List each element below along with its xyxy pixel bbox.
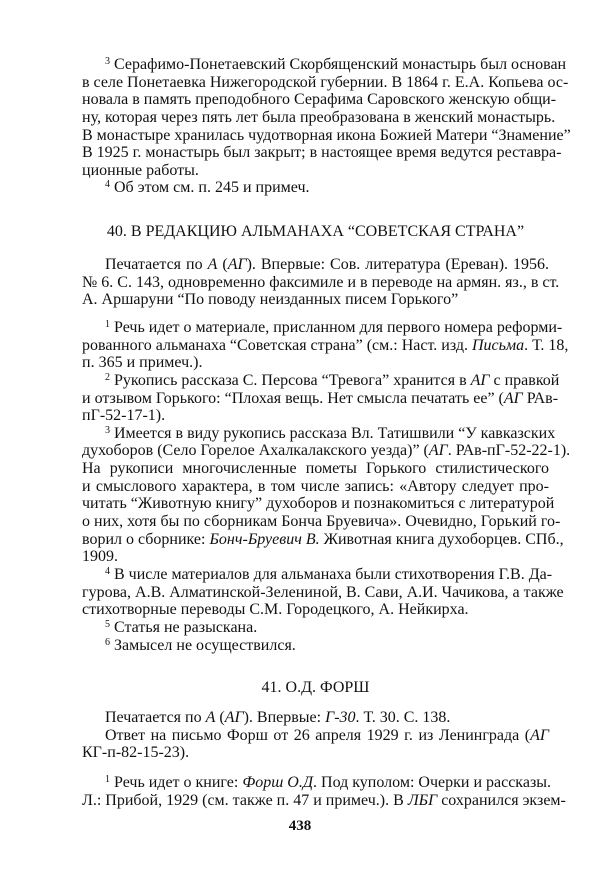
text-run: сохранился экзем- — [437, 791, 566, 809]
text-line — [82, 162, 549, 180]
italic-text: АГ — [530, 726, 549, 744]
footnotes-letter-41 — [82, 774, 566, 809]
text-run: ). Впервые: — [243, 709, 326, 726]
footnotes-letter-39 — [82, 56, 571, 197]
text-run: Рукопись рассказа С. Персова “Тревога” хранится в — [110, 371, 471, 389]
text-line — [82, 495, 555, 513]
text-run: . РАв-пГ-52-22-1). — [447, 442, 571, 460]
italic-text: АГ — [470, 371, 490, 389]
text-run: Л.: Прибой, 1929 (см. также п. 47 и примеч.). В — [82, 791, 408, 809]
text-run: РАв- — [522, 389, 559, 407]
text-line — [82, 424, 556, 443]
text-run: п. 365 и примеч.). — [82, 354, 203, 372]
text-run: . Т. 18, — [524, 336, 569, 354]
text-line — [82, 319, 563, 337]
text-run: о них, хотя бы по сборникам Бонча Бруевича». Очевидно, Горький го- — [82, 513, 561, 531]
text-run: ну, которая через пять лет была преобразована в женский монастырь. — [82, 108, 556, 126]
text-line — [82, 565, 553, 584]
text-run: ворил о сборнике: — [82, 530, 210, 548]
footnote-marker: 1 — [105, 774, 110, 785]
source-note-letter-41 — [82, 709, 549, 762]
text-run: Печатается по — [105, 709, 206, 726]
italic-text: А — [205, 709, 216, 726]
text-line — [82, 336, 569, 355]
footnote-marker: 3 — [105, 424, 110, 436]
text-run: Серафимо-Понетаевский Скорбященский монастырь был основан — [110, 56, 567, 73]
text-run: с правкой — [489, 371, 560, 389]
text-line — [82, 126, 571, 145]
italic-text: АГ — [503, 389, 523, 407]
text-line — [82, 744, 549, 762]
italic-text: Г-30 — [325, 709, 356, 726]
footnote-marker: 6 — [105, 636, 110, 648]
italic-text: Письма — [471, 336, 525, 354]
source-note-letter-40 — [82, 256, 560, 309]
text-run: гурова, А.В. Алматинской-Зелениной, В. Сави, А.И. Чачикова, а также — [82, 583, 564, 601]
text-line — [82, 791, 566, 810]
text-line — [82, 73, 569, 92]
text-line — [82, 179, 549, 197]
text-run: КГ-п-82-15-23). — [82, 744, 190, 762]
text-run: 1909. — [82, 548, 118, 566]
text-run: и отзывом Горького: “Плохая вещь. Нет смысла печатать ее” ( — [82, 389, 504, 407]
text-line — [82, 727, 549, 745]
text-run: ( — [217, 256, 228, 273]
italic-text: АГ — [224, 709, 244, 726]
text-line — [82, 513, 561, 531]
text-run: Печатается по — [105, 256, 208, 273]
footnote-marker: 5 — [105, 618, 110, 630]
text-run: и смыслового характера, в том числе запись: «Автору следует про- — [82, 477, 549, 495]
text-run: На рукописи многочисленные пометы Горького стилистического — [82, 460, 549, 478]
text-run: Имеется в виду рукопись рассказа Вл. Татишвили “У кавказских — [110, 424, 556, 442]
text-run: № 6. С. 143, одновременно факсимиле и в переводе на армян. яз., в ст. — [82, 273, 560, 291]
text-run: Об этом см. п. 245 и примеч. — [110, 179, 310, 197]
text-run: Статья не разыскана. — [110, 618, 258, 636]
text-line — [82, 601, 549, 619]
italic-text: А — [207, 256, 218, 273]
text-run: пГ-52-17-1). — [82, 407, 166, 425]
text-run: Замысел не осуществился. — [110, 636, 296, 654]
text-run: духоборов (Село Горелое Ахалкалакского уезда)” ( — [82, 442, 429, 460]
italic-text: Бонч-Бруевич В. — [209, 530, 320, 548]
text-line — [82, 91, 557, 109]
text-line — [82, 56, 567, 74]
text-line — [82, 371, 560, 390]
text-run: Речь идет о книге: — [110, 774, 243, 791]
text-run: новала в память преподобного Серафима Саровского женскую общи- — [82, 91, 557, 109]
text-run: Животная книга духоборцев. СПб., — [319, 530, 564, 548]
text-line — [82, 256, 549, 274]
text-line — [82, 389, 559, 408]
italic-text: Форш О.Д — [242, 774, 314, 791]
text-run: рованного альманаха “Советская страна” (см.: Наст. изд. — [82, 336, 472, 354]
text-run: А. Аршаруни “По поводу неизданных писем Горького” — [82, 291, 459, 309]
text-line — [82, 619, 549, 637]
text-line — [82, 548, 549, 566]
text-line — [82, 354, 549, 372]
italic-text: ЛБГ — [407, 791, 438, 809]
text-line — [82, 273, 560, 292]
text-run: В 1925 г. монастырь был закрыт; в настоящее время ведутся реставра- — [82, 144, 562, 162]
footnotes-letter-40 — [82, 319, 571, 654]
text-run: в селе Понетаевка Нижегородской губернии. В 1864 г. Е.А. Копьева ос- — [82, 73, 569, 91]
text-run: стихотворные переводы С.М. Городецкого, А. Нейкирха. — [82, 601, 469, 619]
footnote-marker: 4 — [105, 565, 110, 577]
text-line — [82, 460, 549, 478]
text-run: ). Впервые: Сов. литература (Ереван). 1956. — [246, 256, 550, 273]
text-line — [82, 774, 552, 792]
text-line — [82, 478, 549, 496]
text-line — [82, 637, 549, 655]
text-line — [82, 530, 564, 549]
text-run: Ответ на письмо Форш от 26 апреля 1929 г. из Ленинграда ( — [105, 726, 531, 744]
text-line — [82, 583, 564, 602]
text-run: ционные работы. — [82, 161, 199, 179]
text-run: ( — [215, 709, 225, 726]
text-run: . Т. 30. С. 138. — [355, 709, 451, 726]
text-line — [82, 108, 556, 127]
section-heading-40: 40. В РЕДАКЦИЮ АЛЬМАНАХА “СОВЕТСКАЯ СТРАНА” — [106, 223, 525, 240]
text-line — [82, 291, 549, 309]
page-number: 438 — [288, 818, 312, 834]
italic-text: АГ — [227, 256, 247, 273]
footnote-marker: 1 — [105, 319, 110, 330]
text-line — [82, 709, 549, 727]
footnote-marker: 2 — [105, 371, 110, 383]
text-line — [82, 442, 571, 460]
italic-text: АГ — [428, 442, 448, 460]
footnote-marker: 3 — [105, 56, 110, 67]
text-run: читать “Животную книгу” духоборов и познакомиться с литературой — [82, 495, 555, 513]
text-run: . Под куполом: Очерки и рассказы. — [313, 774, 552, 791]
text-run: В монастыре хранилась чудотворная икона Божией Матери “Знамение” — [82, 126, 571, 144]
text-line — [82, 144, 562, 162]
footnote-marker: 4 — [105, 179, 110, 191]
text-run: В числе материалов для альманаха были стихотворения Г.В. Да- — [110, 565, 553, 583]
section-heading-41: 41. О.Д. ФОРШ — [261, 679, 370, 696]
text-line — [82, 407, 549, 425]
text-run: Речь идет о материале, присланном для первого номера реформи- — [110, 319, 563, 336]
